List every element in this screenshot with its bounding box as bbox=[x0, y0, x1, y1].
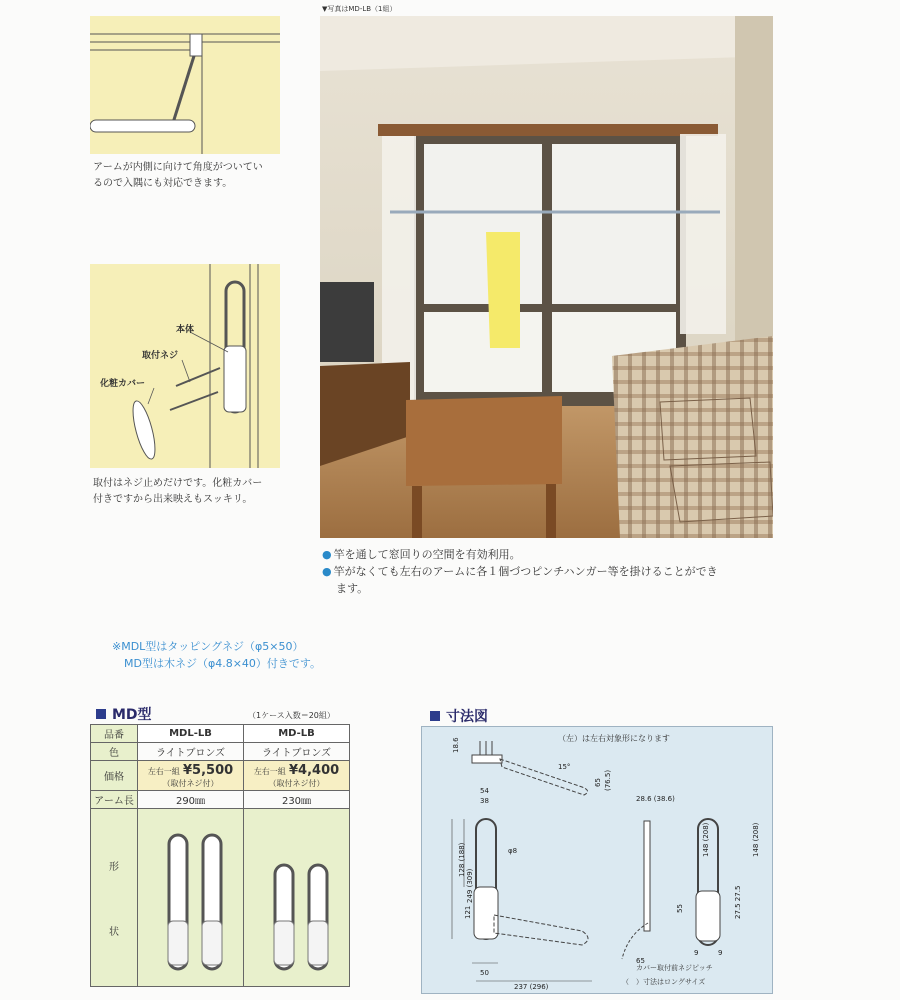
model-color: ライトブロンズ bbox=[244, 743, 350, 761]
dim-65-b: 65 bbox=[636, 957, 645, 965]
photo-note: ▼写真はMD-LB（1組） bbox=[322, 5, 397, 13]
dim-55: 55 bbox=[676, 904, 684, 913]
mounting-drawing bbox=[90, 264, 280, 468]
bullet-item: ● 竿がなくても左右のアームに各１個づつピンチハンガー等を掛けることができ bbox=[322, 565, 718, 578]
dim-148-b: 148 (208) bbox=[752, 822, 760, 857]
section-square-icon bbox=[96, 709, 106, 719]
dim-237: 237 (296) bbox=[514, 983, 549, 991]
row-label-arm: アーム長 bbox=[91, 791, 138, 809]
shape-cell-mdl bbox=[138, 809, 244, 987]
dim-38: 38 bbox=[480, 797, 489, 805]
section-square-icon bbox=[430, 711, 440, 721]
spec-table bbox=[90, 724, 350, 987]
arm-angle-caption: アームが内側に向けて角度がついてい るので入隅にも対応できます。 bbox=[93, 162, 263, 189]
row-label-model: 品番 bbox=[91, 725, 138, 743]
model-price-cell: 左右一組 ¥4,400 （取付ネジ付） bbox=[244, 761, 350, 791]
label-body: 本体 bbox=[176, 325, 195, 335]
model-color: ライトブロンズ bbox=[138, 743, 244, 761]
mounting-illustration bbox=[90, 264, 280, 468]
dim-18-6: 18.6 bbox=[452, 737, 460, 753]
row-label-color: 色 bbox=[91, 743, 138, 761]
dimension-drawing bbox=[422, 727, 772, 993]
screw-notes: ※MDL型はタッピングネジ（φ5×50） MD型は木ネジ（φ4.8×40）付きです。 bbox=[112, 640, 322, 670]
case-note: （1ケース入数＝20組） bbox=[248, 711, 335, 720]
model-price: ¥5,500 bbox=[183, 762, 234, 778]
model-arm-length: 230㎜ bbox=[244, 791, 350, 809]
model-name: MDL-LB bbox=[138, 725, 244, 743]
arm-bracket-drawing bbox=[90, 16, 280, 154]
feature-bullets bbox=[322, 546, 718, 597]
dim-50: 50 bbox=[480, 969, 489, 977]
room-photo bbox=[320, 16, 773, 538]
dim-9-a: 9 bbox=[694, 949, 699, 957]
dim-9-b: 9 bbox=[718, 949, 723, 957]
bullet-dot: ● bbox=[322, 565, 332, 578]
screw-pitch-note: カバー取付前ネジピッチ bbox=[636, 964, 713, 972]
dim-148-a: 148 (208) bbox=[702, 822, 710, 857]
dim-28-6: 28.6 (38.6) bbox=[636, 795, 675, 803]
label-screw: 取付ネジ bbox=[142, 351, 179, 361]
mdl-shape-drawing bbox=[141, 811, 241, 981]
dim-54: 54 bbox=[480, 787, 489, 795]
dim-128: 128 (188) bbox=[458, 842, 466, 877]
model-price: ¥4,400 bbox=[289, 762, 340, 778]
dim-15: 15° bbox=[558, 763, 571, 771]
symmetry-note: （左）は左右対象形になります bbox=[558, 734, 670, 743]
label-cover: 化粧カバー bbox=[100, 379, 146, 389]
arm-angle-illustration bbox=[90, 16, 280, 154]
row-label-price: 価格 bbox=[91, 761, 138, 791]
bullet-item-cont: ます。 bbox=[336, 582, 369, 595]
dim-121: 121 bbox=[464, 905, 472, 919]
room-photo-drawing bbox=[320, 16, 773, 538]
md-section-title: MD型 bbox=[96, 704, 152, 724]
dim-phi8: φ8 bbox=[508, 847, 518, 855]
row-label-shape: 形 状 bbox=[91, 809, 138, 987]
dim-76-5: (76.5) bbox=[604, 769, 612, 791]
shape-cell-md bbox=[244, 809, 350, 987]
bullet-item: ● 竿を通して窓回りの空間を有効利用。 bbox=[322, 548, 521, 561]
dim-249: 249 (309) bbox=[466, 868, 474, 903]
dim-65: 65 bbox=[594, 778, 602, 787]
md-shape-drawing bbox=[247, 811, 347, 981]
dim-27-5: 27.5 27.5 bbox=[734, 885, 742, 919]
model-arm-length: 290㎜ bbox=[138, 791, 244, 809]
dimension-section-title: 寸法図 bbox=[430, 706, 488, 726]
bullet-dot: ● bbox=[322, 548, 332, 561]
dimension-diagram bbox=[421, 726, 773, 994]
mounting-caption: 取付はネジ止めだけです。化粧カバー 付きですから出来映えもスッキリ。 bbox=[93, 478, 263, 505]
model-price-cell: 左右一組 ¥5,500 （取付ネジ付） bbox=[138, 761, 244, 791]
model-name: MD-LB bbox=[244, 725, 350, 743]
long-size-note: （ ）寸法はロングサイズ bbox=[622, 978, 706, 986]
